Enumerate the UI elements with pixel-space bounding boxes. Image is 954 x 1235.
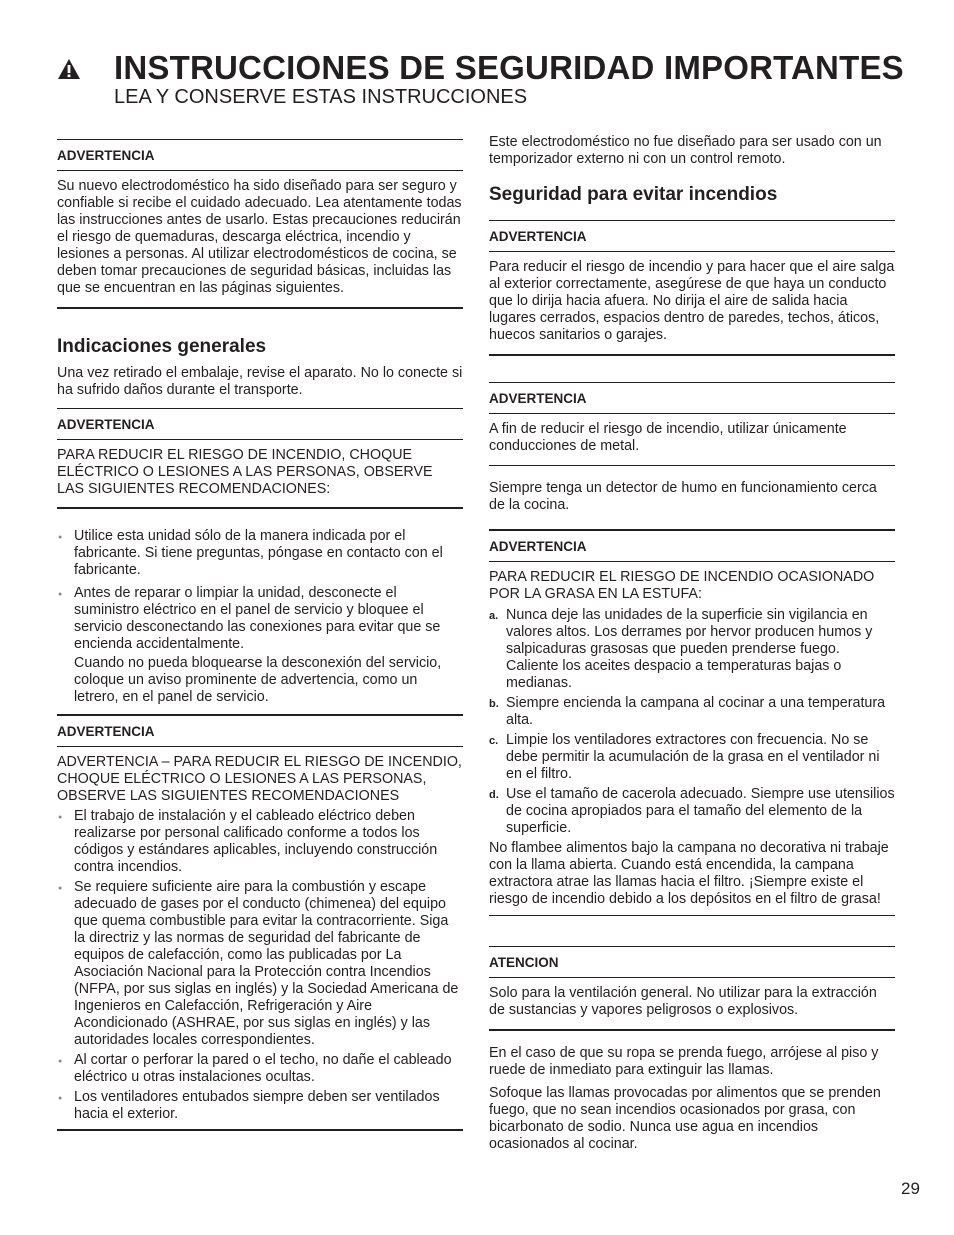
warning-heading: ADVERTENCIA: [57, 417, 155, 432]
warning-text: Para reducir el riesgo de incendio y para hacer que el aire salga al exterior correctamente, asegúrese de que haya un conducto que lo dirija hacia afuera. No dirija el aire de salida hacia lugares cerrados, espacios dentro de paredes, techos, áticos, huecos sanitarios o garajes.: [489, 259, 895, 343]
warning-heading: ADVERTENCIA: [57, 724, 155, 739]
paragraph: Una vez retirado el embalaje, revise el aparato. No lo conecte si ha sufrido daños durante el transporte.: [57, 365, 463, 398]
divider: [489, 251, 895, 252]
paragraph: Este electrodoméstico no fue diseñado para ser usado con un temporizador externo ni con un control remoto.: [489, 134, 882, 167]
page-title: INSTRUCCIONES DE SEGURIDAD IMPORTANTES: [114, 49, 904, 86]
divider: [57, 170, 463, 171]
bullet-list: [57, 808, 463, 1123]
list-item: ● Se requiere suficiente aire para la combustión y escape adecuado de gases por el conducto (chimenea) del equipo que quema combustible para evitar la contracorriente. Siga la directriz y las normas de seguridad del fabricante de equipos de calefacción, como las publicadas por La Asociación Nacional para la Protección contra Incendios (NFPA, por sus siglas en inglés) y la Sociedad Americana de Ingenieros en Calefacción, Refrigeración y Aire Acondicionado (ASHRAE, por sus siglas en inglés) y las autoridades locales correspondientes.: [57, 879, 463, 1049]
divider: [57, 307, 463, 309]
paragraph: Sofoque las llamas provocadas por alimentos que se prenden fuego, que no sean incendios ocasionados por grasa, con bicarbonato de sodio. Nunca use agua en incendios ocasionados al cocinar.: [489, 1085, 881, 1152]
warning-heading: ADVERTENCIA: [57, 148, 155, 163]
paragraph: No flambee alimentos bajo la campana no decorativa ni trabaje con la llama abierta. Cuando está encendida, la campana extractora atrae las llamas hacia el filtro. ¡Siempre existe el riesgo de incendio debido a los depósitos en el filtro de grasa!: [489, 840, 889, 907]
divider: [489, 413, 895, 414]
paragraph: Siempre tenga un detector de humo en funcionamiento cerca de la cocina.: [489, 480, 877, 513]
divider: [57, 439, 463, 440]
section-heading: Indicaciones generales: [57, 336, 267, 357]
warning-text: PARA REDUCIR EL RIESGO DE INCENDIO, CHOQUE ELÉCTRICO O LESIONES A LAS PERSONAS, OBSERVE LAS SIGUIENTES RECOMENDACIONES:: [57, 447, 433, 497]
bullet-list: [57, 528, 463, 653]
divider: [489, 465, 895, 466]
list-item: d. Use el tamaño de cacerola adecuado. Siempre use utensilios de cocina apropiados para el tamaño del elemento de la superficie.: [489, 786, 895, 836]
warning-text: Su nuevo electrodoméstico ha sido diseñado para ser seguro y confiable si recibe el cuidado adecuado. Lea atentamente todas las instrucciones antes de usarlo. Estas precauciones reducirán el riesgo de quemaduras, descarga eléctrica, incendio y lesiones a personas. Al utilizar electrodomésticos de cocina, se deben tomar precauciones de seguridad básicas, incluidas las que se encuentran en las páginas siguientes.: [57, 178, 462, 296]
lettered-list: [489, 607, 895, 837]
left-column: [57, 139, 463, 1131]
warning-text: PARA REDUCIR EL RIESGO DE INCENDIO OCASIONADO POR LA GRASA EN LA ESTUFA:: [489, 569, 875, 602]
list-item: c. Limpie los ventiladores extractores con frecuencia. No se debe permitir la acumulación de la grasa en el ventilador ni en el filtro.: [489, 732, 880, 782]
paragraph: Cuando no pueda bloquearse la desconexión del servicio, coloque un aviso prominente de advertencia, como un letrero, en el panel de servicio.: [74, 655, 442, 705]
divider: [489, 354, 895, 356]
warning-text: ADVERTENCIA – PARA REDUCIR EL RIESGO DE INCENDIO, CHOQUE ELÉCTRICO O LESIONES A LAS PERSONAS, OBSERVE LAS SIGUIENTES RECOMENDACIONES: [57, 754, 462, 804]
warning-heading: ADVERTENCIA: [489, 539, 587, 554]
page-subtitle: LEA Y CONSERVE ESTAS INSTRUCCIONES: [114, 86, 528, 108]
list-item: ● Antes de reparar o limpiar la unidad, desconecte el suministro eléctrico en el panel de servicio y bloquee el servicio desconectando las conexiones para evitar que se encienda accidentalmente.: [57, 585, 463, 653]
list-item: b. Siempre encienda la campana al cocinar a una temperatura alta.: [489, 695, 886, 728]
right-column: [489, 134, 895, 1153]
warning-text: Solo para la ventilación general. No utilizar para la extracción de sustancias y vapores peligrosos o explosivos.: [489, 985, 877, 1018]
divider: [57, 507, 463, 509]
warning-heading: ADVERTENCIA: [489, 229, 587, 244]
divider: [489, 915, 895, 916]
divider: [489, 1029, 895, 1031]
list-item: ● Los ventiladores entubados siempre deben ser ventilados hacia el exterior.: [57, 1089, 463, 1123]
list-item: ● El trabajo de instalación y el cableado eléctrico deben realizarse por personal calificado conforme a todos los códigos y estándares aplicables, incluyendo construcción contra incendios.: [57, 808, 463, 876]
warning-triangle-icon: [57, 58, 81, 80]
divider: [489, 977, 895, 978]
warning-heading: ATENCION: [489, 955, 559, 970]
divider: [489, 561, 895, 562]
warning-heading: ADVERTENCIA: [489, 391, 587, 406]
page-number: 29: [901, 1179, 920, 1198]
warning-text: A fin de reducir el riesgo de incendio, utilizar únicamente conducciones de metal.: [489, 421, 847, 454]
divider: [57, 1129, 463, 1131]
list-item: a. Nunca deje las unidades de la superficie sin vigilancia en valores altos. Los derrames por hervor producen humos y salpicaduras grasosas que pueden prenderse fuego. Caliente los aceites despacio a temperaturas bajas o medianas.: [489, 607, 873, 691]
list-item: ● Al cortar o perforar la pared o el techo, no dañe el cableado eléctrico u otras instalaciones ocultas.: [57, 1052, 463, 1086]
section-heading: Seguridad para evitar incendios: [489, 184, 778, 205]
divider: [57, 746, 463, 747]
paragraph: En el caso de que su ropa se prenda fuego, arrójese al piso y ruede de inmediato para extinguir las llamas.: [489, 1045, 879, 1078]
list-item: ● Utilice esta unidad sólo de la manera indicada por el fabricante. Si tiene preguntas, póngase en contacto con el fabricante.: [57, 528, 463, 579]
